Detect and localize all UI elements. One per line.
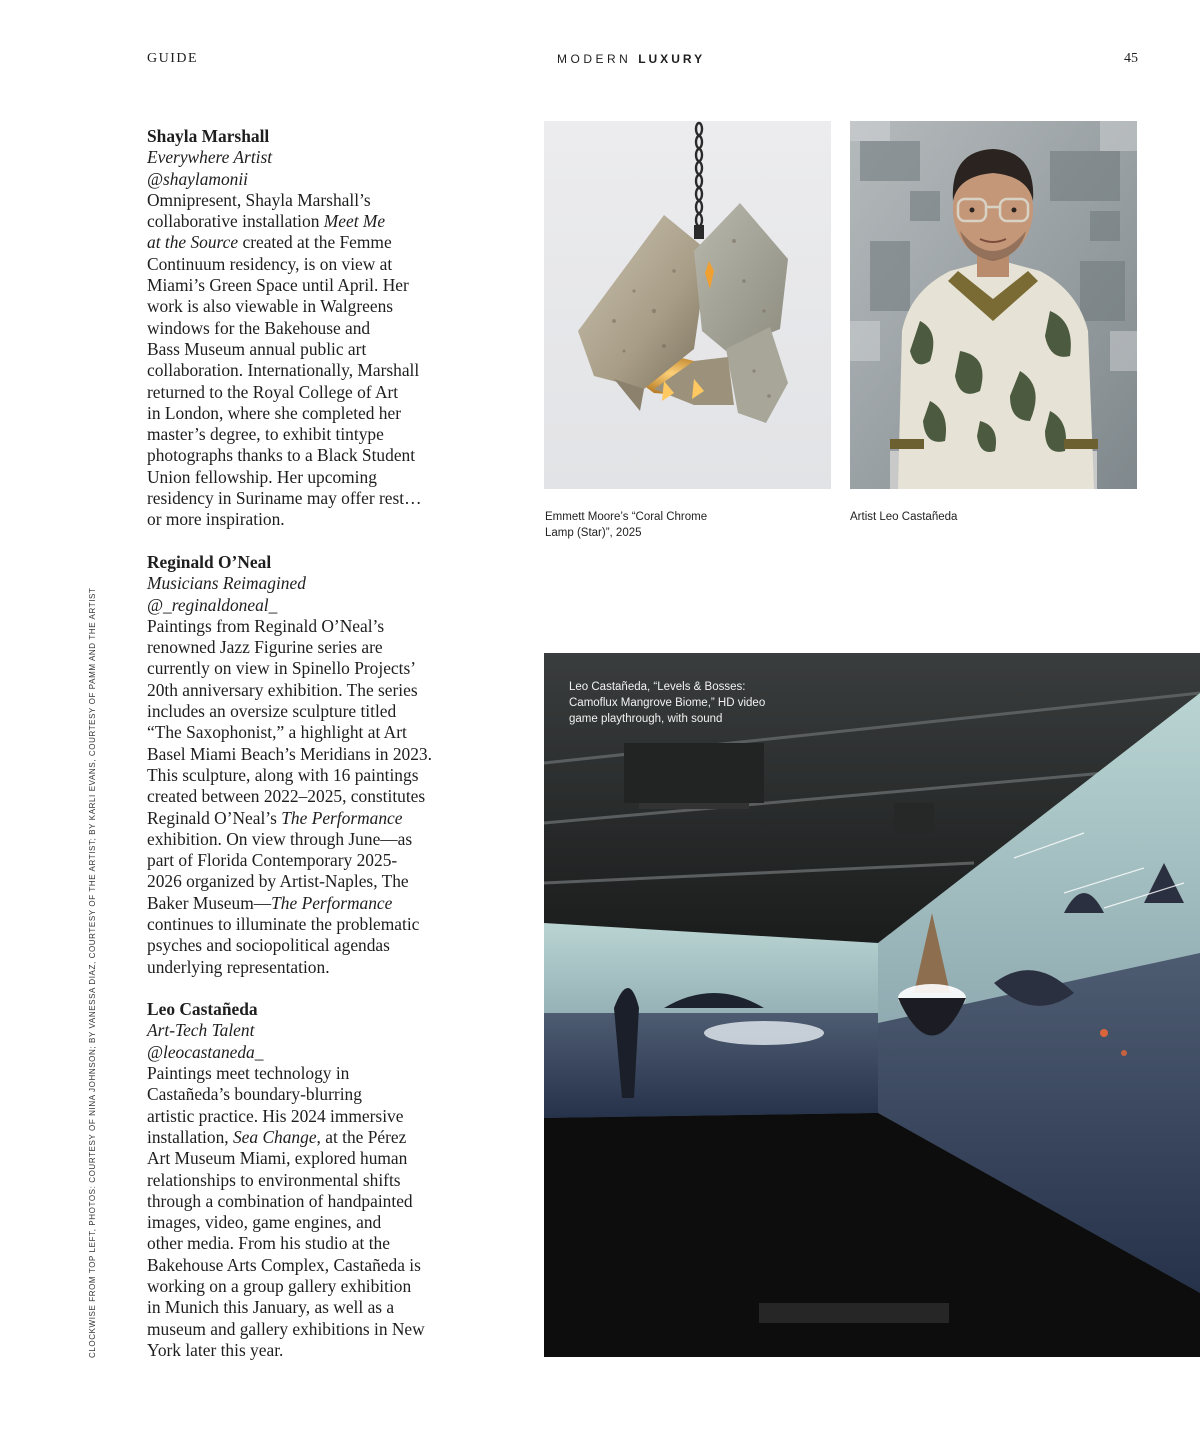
entry-shayla-marshall bbox=[147, 126, 447, 531]
lamp-illustration bbox=[544, 121, 831, 489]
entry-leo-castaneda bbox=[147, 999, 447, 1361]
body-line: underlying representation. bbox=[147, 956, 330, 977]
entry-reginald-oneal bbox=[147, 552, 447, 978]
body-line: Miami’s Green Space until April. Her bbox=[147, 275, 409, 296]
body-line: Baker Museum—The Performance bbox=[147, 892, 393, 913]
body-line: 20th anniversary exhibition. The series bbox=[147, 679, 418, 700]
body-line: through a combination of handpainted bbox=[147, 1190, 413, 1211]
entry-handle: @leocastaneda_ bbox=[147, 1041, 264, 1062]
body-line: photographs thanks to a Black Student bbox=[147, 445, 416, 466]
body-line: museum and gallery exhibitions in New bbox=[147, 1318, 425, 1339]
body-line: artistic practice. His 2024 immersive bbox=[147, 1105, 404, 1126]
entry-subtitle: Art-Tech Talent bbox=[147, 1020, 255, 1041]
body-line: renowned Jazz Figurine series are bbox=[147, 637, 383, 658]
artist-portrait-photo bbox=[850, 121, 1137, 489]
body-line: “The Saxophonist,” a highlight at Art bbox=[147, 722, 407, 743]
installation-caption-line: Leo Castañeda, “Levels & Bosses: bbox=[569, 681, 746, 693]
installation-caption-line: game playthrough, with sound bbox=[569, 713, 723, 725]
installation-caption-line: Camoflux Mangrove Biome,” HD video bbox=[569, 697, 766, 709]
body-line: currently on view in Spinello Projects’ bbox=[147, 658, 417, 679]
body-line: Art Museum Miami, explored human bbox=[147, 1148, 408, 1169]
lamp-caption-line: Emmett Moore’s “Coral Chrome bbox=[545, 511, 708, 523]
lamp-photo bbox=[544, 121, 831, 489]
brand-logo bbox=[557, 52, 705, 66]
lamp-caption bbox=[545, 509, 745, 541]
brand-light: MODERN bbox=[557, 52, 632, 66]
body-line: work is also viewable in Walgreens bbox=[147, 296, 394, 317]
body-line: collaborative installation Meet Me bbox=[147, 211, 386, 232]
body-line: psyches and sociopolitical agendas bbox=[147, 935, 390, 956]
entry-name: Reginald O’Neal bbox=[147, 551, 272, 572]
page-number: 45 bbox=[1124, 51, 1138, 66]
body-line: in London, where she completed her bbox=[147, 402, 402, 423]
entry-subtitle: Musicians Reimagined bbox=[147, 573, 306, 594]
body-line: Paintings from Reginald O’Neal’s bbox=[147, 615, 385, 636]
brand-bold: LUXURY bbox=[638, 52, 706, 66]
body-line: York later this year. bbox=[147, 1339, 284, 1360]
article-text bbox=[147, 126, 447, 1383]
entry-handle: @_reginaldoneal_ bbox=[147, 594, 278, 615]
body-line: in Munich this January, as well as a bbox=[147, 1297, 395, 1318]
body-line: Continuum residency, is on view at bbox=[147, 253, 393, 274]
body-line: exhibition. On view through June—as bbox=[147, 828, 413, 849]
lamp-caption-line: Lamp (Star)”, 2025 bbox=[545, 527, 642, 539]
entry-name: Shayla Marshall bbox=[147, 126, 270, 146]
body-line: This sculpture, along with 16 paintings bbox=[147, 764, 419, 785]
body-line: Castañeda’s boundary-blurring bbox=[147, 1084, 362, 1105]
entry-handle: @shaylamonii bbox=[147, 168, 249, 189]
body-line: images, video, game engines, and bbox=[147, 1212, 382, 1233]
body-line: Union fellowship. Her upcoming bbox=[147, 466, 377, 487]
body-line: Basel Miami Beach’s Meridians in 2023. bbox=[147, 743, 432, 764]
photo-credit: CLOCKWISE FROM TOP LEFT, PHOTOS: COURTESY OF NINA JOHNSON; BY VANESSA DIAZ, COURTESY OF THE ARTIST; BY KARLI EVANS, COURTESY OF PAMM AND THE ARTIST bbox=[88, 587, 97, 1358]
installation-illustration bbox=[544, 653, 1200, 1357]
body-line: returned to the Royal College of Art bbox=[147, 381, 399, 402]
body-line: windows for the Bakehouse and bbox=[147, 317, 371, 338]
body-line: Bass Museum annual public art bbox=[147, 338, 367, 359]
body-line: continues to illuminate the problematic bbox=[147, 913, 420, 934]
body-line: residency in Suriname may offer rest… bbox=[147, 488, 422, 509]
body-line: relationships to environmental shifts bbox=[147, 1169, 401, 1190]
section-label: GUIDE bbox=[147, 51, 199, 66]
body-line: Paintings meet technology in bbox=[147, 1063, 350, 1084]
body-line: 2026 organized by Artist-Naples, The bbox=[147, 871, 409, 892]
body-line: Reginald O’Neal’s The Performance bbox=[147, 807, 403, 828]
entry-subtitle: Everywhere Artist bbox=[147, 147, 273, 168]
body-line: created between 2022–2025, constitutes bbox=[147, 786, 426, 807]
body-line: at the Source created at the Femme bbox=[147, 232, 392, 253]
portrait-illustration bbox=[850, 121, 1137, 489]
body-line: includes an oversize sculpture titled bbox=[147, 701, 397, 722]
entry-name: Leo Castañeda bbox=[147, 999, 258, 1020]
body-line: working on a group gallery exhibition bbox=[147, 1276, 412, 1297]
body-line: other media. From his studio at the bbox=[147, 1233, 390, 1254]
body-line: installation, Sea Change, at the Pérez bbox=[147, 1126, 407, 1147]
body-line: collaboration. Internationally, Marshall bbox=[147, 360, 420, 381]
body-line: master’s degree, to exhibit tintype bbox=[147, 424, 384, 445]
body-line: Bakehouse Arts Complex, Castañeda is bbox=[147, 1254, 421, 1275]
installation-photo bbox=[544, 653, 1200, 1357]
body-line: part of Florida Contemporary 2025- bbox=[147, 850, 398, 871]
portrait-caption: Artist Leo Castañeda bbox=[850, 511, 958, 523]
installation-caption bbox=[569, 679, 789, 727]
body-line: Omnipresent, Shayla Marshall’s bbox=[147, 189, 371, 210]
body-line: or more inspiration. bbox=[147, 509, 285, 530]
